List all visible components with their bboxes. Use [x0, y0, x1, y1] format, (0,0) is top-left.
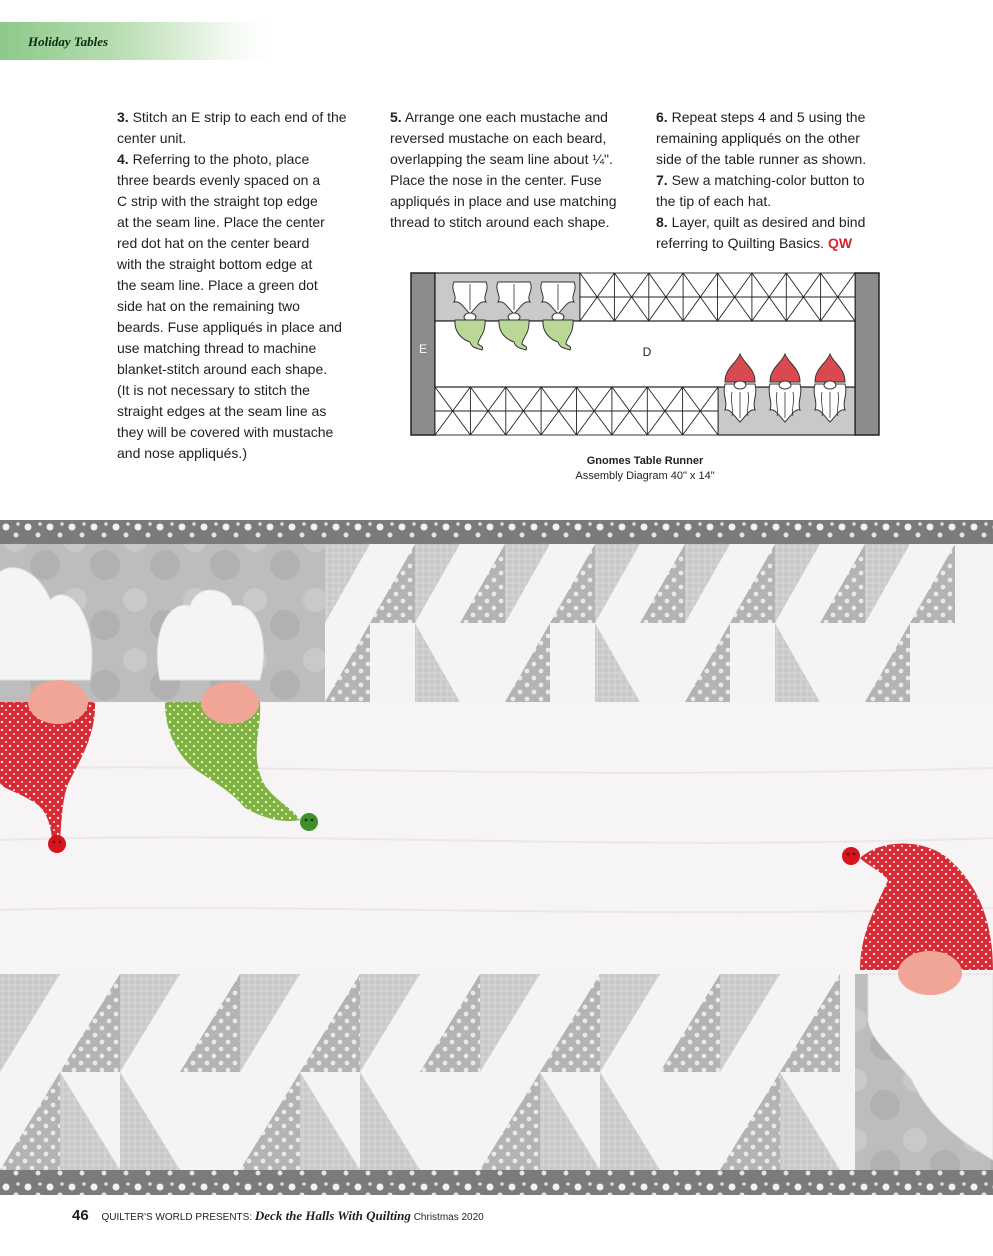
- step-8-line: Layer, quilt as desired and bind: [671, 214, 866, 230]
- step-3-number: 3.: [117, 109, 129, 125]
- caption-subtitle: Assembly Diagram 40" x 14": [575, 470, 715, 482]
- step-4-line: straight edges at the seam line as: [117, 403, 327, 419]
- step-8: [656, 212, 896, 233]
- diagram-caption: [540, 454, 750, 484]
- step-4-line: and nose appliqués.): [117, 445, 247, 461]
- end-mark: QW: [827, 235, 853, 251]
- step-4-line: with the straight bottom edge at: [117, 256, 313, 272]
- footer-issue: Christmas 2020: [413, 1212, 484, 1223]
- step-8-line: [656, 233, 896, 254]
- step-7: [656, 170, 896, 191]
- bottom-pinwheel-row: [0, 974, 993, 1170]
- step-4-line: red dot hat on the center beard: [117, 235, 310, 251]
- section-tab: [0, 22, 268, 60]
- step-4: [117, 149, 377, 170]
- step-6-line: side of the table runner as shown.: [656, 151, 867, 167]
- step-4-line: they will be covered with mustache: [117, 424, 334, 440]
- step-5-line: overlapping the seam line about ¼".: [390, 151, 613, 167]
- top-pinwheel-row: [325, 544, 993, 702]
- step-8-number: 8.: [656, 214, 668, 230]
- step-5: [390, 107, 648, 128]
- footer-title: Deck the Halls With Quilting: [254, 1208, 411, 1223]
- step-3-cont: center unit.: [117, 130, 187, 146]
- assembly-diagram: [410, 272, 880, 436]
- step-4-line: three beards evenly spaced on a: [117, 172, 321, 188]
- label-e: E: [418, 342, 428, 356]
- step-7-number: 7.: [656, 172, 668, 188]
- step-4-line: use matching thread to machine: [117, 340, 317, 356]
- label-d: D: [642, 345, 652, 359]
- step-5-line: appliqués in place and use matching: [390, 193, 617, 209]
- step-4-line: C strip with the straight top edge: [117, 193, 318, 209]
- step-4-number: 4.: [117, 151, 129, 167]
- step-3-line: Stitch an E strip to each end of the: [132, 109, 347, 125]
- instructions-column-1: [117, 107, 377, 464]
- page-footer: [72, 1207, 484, 1224]
- page-number: 46: [72, 1207, 89, 1224]
- instructions-column-2: [390, 107, 648, 233]
- step-4-line: side hat on the remaining two: [117, 298, 300, 314]
- step-4-line: (It is not necessary to stitch the: [117, 382, 310, 398]
- step-5-line: Arrange one each mustache and: [404, 109, 608, 125]
- step-6-line: remaining appliqués on the other: [656, 130, 860, 146]
- step-4-line: beards. Fuse appliqués in place and: [117, 319, 342, 335]
- step-5-line: thread to stitch around each shape.: [390, 214, 610, 230]
- section-title: Holiday Tables: [28, 34, 109, 49]
- step-4-line: Referring to the photo, place: [132, 151, 310, 167]
- step-6: [656, 107, 896, 128]
- step-5-line: Place the nose in the center. Fuse: [390, 172, 602, 188]
- step-5-line: reversed mustache on each beard,: [390, 130, 607, 146]
- e-strip-right: [855, 273, 879, 435]
- table-runner-photo: [0, 520, 993, 1195]
- step-6-line: Repeat steps 4 and 5 using the: [671, 109, 866, 125]
- step-4-line: blanket-stitch around each shape.: [117, 361, 328, 377]
- step-8-last: referring to Quilting Basics.: [656, 235, 825, 251]
- step-5-number: 5.: [390, 109, 402, 125]
- footer-presents: QUILTER'S WORLD PRESENTS:: [101, 1212, 253, 1223]
- instructions-column-3: [656, 107, 896, 254]
- step-7-line: the tip of each hat.: [656, 193, 772, 209]
- step-6-number: 6.: [656, 109, 668, 125]
- step-3: [117, 107, 377, 128]
- step-4-line: the seam line. Place a green dot: [117, 277, 318, 293]
- caption-title: Gnomes Table Runner: [586, 455, 704, 467]
- step-4-line: at the seam line. Place the center: [117, 214, 325, 230]
- step-7-line: Sew a matching-color button to: [671, 172, 865, 188]
